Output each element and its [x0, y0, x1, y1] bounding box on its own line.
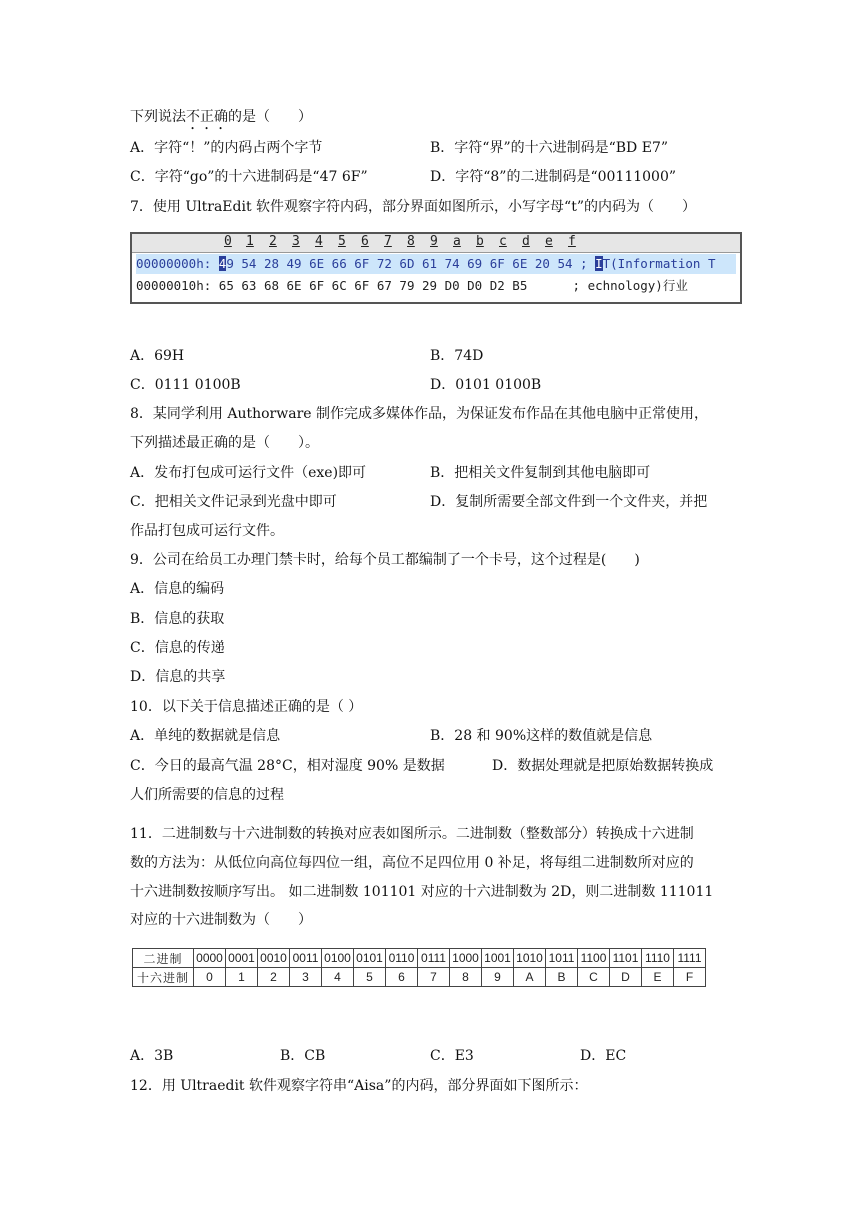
- q10-option-d: D．数据处理就是把原始数据转换成: [492, 758, 714, 774]
- q6-stem: 下列说法不正确的是（ ）: [130, 109, 312, 125]
- hex-cell: B: [546, 968, 578, 987]
- q6-option-a: A．字符“！”的内码占两个字节: [130, 140, 323, 156]
- hex-col-9: 9: [430, 234, 438, 249]
- q7-option-d: D．0101 0100B: [430, 377, 542, 393]
- binary-cell: 0101: [354, 949, 386, 968]
- binary-cell: 1101: [610, 949, 642, 968]
- hex-row-1-text: T(Information T: [602, 256, 716, 271]
- hex-column-header: [132, 234, 740, 253]
- hex-col-6: 6: [361, 234, 369, 249]
- hex-cell: 0: [194, 968, 226, 987]
- q10-option-a: A．单纯的数据就是信息: [130, 728, 281, 744]
- table-row-hex: [133, 968, 706, 987]
- hex-row-2-text: ; echnology)行业: [572, 278, 688, 293]
- q11-stem-line-3: 十六进制数按顺序写出。 如二进制数 101101 对应的十六进制数为 2D，则二进制数 111011: [130, 884, 714, 900]
- hex-cursor-byte: 4: [218, 256, 227, 271]
- binary-hex-conversion-table: [132, 948, 706, 987]
- q10-option-c: C．今日的最高气温 28°C，相对湿度 90% 是数据: [130, 758, 445, 774]
- binary-row-header: 二进制: [133, 949, 194, 968]
- binary-cell: 0011: [290, 949, 322, 968]
- binary-cell: 1100: [578, 949, 610, 968]
- binary-cell: 0000: [194, 949, 226, 968]
- hex-col-f: f: [568, 234, 576, 249]
- hex-editor-figure: [130, 232, 742, 304]
- q9-stem: 9．公司在给员工办理门禁卡时，给每个员工都编制了一个卡号，这个过程是( ): [130, 552, 640, 568]
- hex-text-cursor: I: [595, 256, 603, 271]
- hex-col-4: 4: [315, 234, 323, 249]
- q9-option-c: C．信息的传递: [130, 640, 225, 656]
- binary-cell: 1110: [642, 949, 674, 968]
- q8-stem-line-1: 8．某同学利用 Authorware 制作完成多媒体作品，为保证发布作品在其他电脑中正常使用，: [130, 406, 709, 422]
- hex-cell: 3: [290, 968, 322, 987]
- hex-col-8: 8: [407, 234, 415, 249]
- q10-option-b: B．28 和 90%这样的数值就是信息: [430, 728, 653, 744]
- q11-option-c: C．E3: [430, 1048, 474, 1064]
- hex-col-c: c: [499, 234, 507, 249]
- hex-col-e: e: [545, 234, 553, 249]
- q6-option-c: C．字符“go”的十六进制码是“47 6F”: [130, 169, 368, 185]
- binary-cell: 0111: [418, 949, 450, 968]
- q9-option-a: A．信息的编码: [130, 581, 225, 597]
- hex-cell: 1: [226, 968, 258, 987]
- hex-row-2: [136, 276, 688, 296]
- q6-emphasis: 不正确: [186, 109, 228, 125]
- binary-cell: 1001: [482, 949, 514, 968]
- binary-cell: 0110: [386, 949, 418, 968]
- hex-cell: 2: [258, 968, 290, 987]
- q11-stem-line-1: 11．二进制数与十六进制数的转换对应表如图所示。二进制数（整数部分）转换成十六进制: [130, 826, 694, 842]
- hex-row-2-bytes: 65 63 68 6E 6F 6C 6F 67 79 29 D0 D0 D2 B5: [218, 278, 528, 293]
- binary-cell: 1000: [450, 949, 482, 968]
- hex-cell: 7: [418, 968, 450, 987]
- hex-col-1: 1: [246, 234, 254, 249]
- binary-cell: 1010: [514, 949, 546, 968]
- hex-row-2-address: 00000010h:: [136, 278, 212, 293]
- binary-cell: 1011: [546, 949, 578, 968]
- hex-row-1: [136, 254, 736, 274]
- hex-col-7: 7: [384, 234, 392, 249]
- hex-cell: 6: [386, 968, 418, 987]
- hex-col-a: a: [453, 234, 461, 249]
- q8-option-b: B．把相关文件复制到其他电脑即可: [430, 465, 651, 481]
- hex-col-5: 5: [338, 234, 346, 249]
- hex-row-1-address: 00000000h:: [136, 256, 212, 271]
- q6-option-b: B．字符“界”的十六进制码是“BD E7”: [430, 140, 669, 156]
- hex-row-1-bytes: 9 54 28 49 6E 66 6F 72 6D 61 74 69 6F 6E 20 54 ;: [226, 256, 596, 271]
- q11-stem-line-2: 数的方法为：从低位向高位每四位一组，高位不足四位用 0 补足，将每组二进制数所对应的: [130, 855, 694, 871]
- hex-col-2: 2: [269, 234, 277, 249]
- q7-stem: 7．使用 UltraEdit 软件观察字符内码，部分界面如图所示，小写字母“t”的内码为（ ）: [130, 199, 696, 215]
- q8-option-d: D．复制所需要全部文件到一个文件夹，并把: [430, 494, 708, 510]
- q10-stem: 10．以下关于信息描述正确的是（ ）: [130, 699, 363, 715]
- hex-cell: E: [642, 968, 674, 987]
- hex-row-header: 十六进制: [133, 968, 194, 987]
- binary-cell: 0010: [258, 949, 290, 968]
- q8-stem-line-2: 下列描述最正确的是（ ）。: [130, 435, 319, 451]
- binary-cell: 0001: [226, 949, 258, 968]
- hex-col-3: 3: [292, 234, 300, 249]
- hex-cell: D: [610, 968, 642, 987]
- q8-option-c: C．把相关文件记录到光盘中即可: [130, 494, 337, 510]
- binary-cell: 1111: [674, 949, 706, 968]
- q8-option-a: A．发布打包成可运行文件（exe)即可: [130, 465, 367, 481]
- q7-option-b: B．74D: [430, 348, 484, 364]
- hex-cell: 5: [354, 968, 386, 987]
- hex-cell: A: [514, 968, 546, 987]
- hex-cell: 4: [322, 968, 354, 987]
- q6-option-d: D．字符“8”的二进制码是“00111000”: [430, 169, 677, 185]
- table-row-binary: [133, 949, 706, 968]
- hex-cell: F: [674, 968, 706, 987]
- hex-cell: 9: [482, 968, 514, 987]
- hex-col-b: b: [476, 234, 484, 249]
- q9-option-d: D．信息的共享: [130, 669, 226, 685]
- q9-option-b: B．信息的获取: [130, 611, 225, 627]
- q11-option-b: B．CB: [280, 1048, 326, 1064]
- q7-option-c: C．0111 0100B: [130, 377, 241, 393]
- q7-option-a: A．69H: [130, 348, 185, 364]
- q11-option-a: A．3B: [130, 1048, 174, 1064]
- hex-col-0: 0: [224, 234, 232, 249]
- q11-option-d: D．EC: [580, 1048, 627, 1064]
- binary-cell: 0100: [322, 949, 354, 968]
- hex-cell: 8: [450, 968, 482, 987]
- hex-col-d: d: [522, 234, 530, 249]
- q10-option-d-continued: 人们所需要的信息的过程: [130, 787, 284, 803]
- q8-option-d-continued: 作品打包成可运行文件。: [130, 523, 284, 539]
- hex-cell: C: [578, 968, 610, 987]
- q11-stem-line-4: 对应的十六进制数为（ ）: [130, 912, 312, 928]
- q12-stem: 12．用 Ultraedit 软件观察字符串“Aisa”的内码，部分界面如下图所示：: [130, 1078, 588, 1094]
